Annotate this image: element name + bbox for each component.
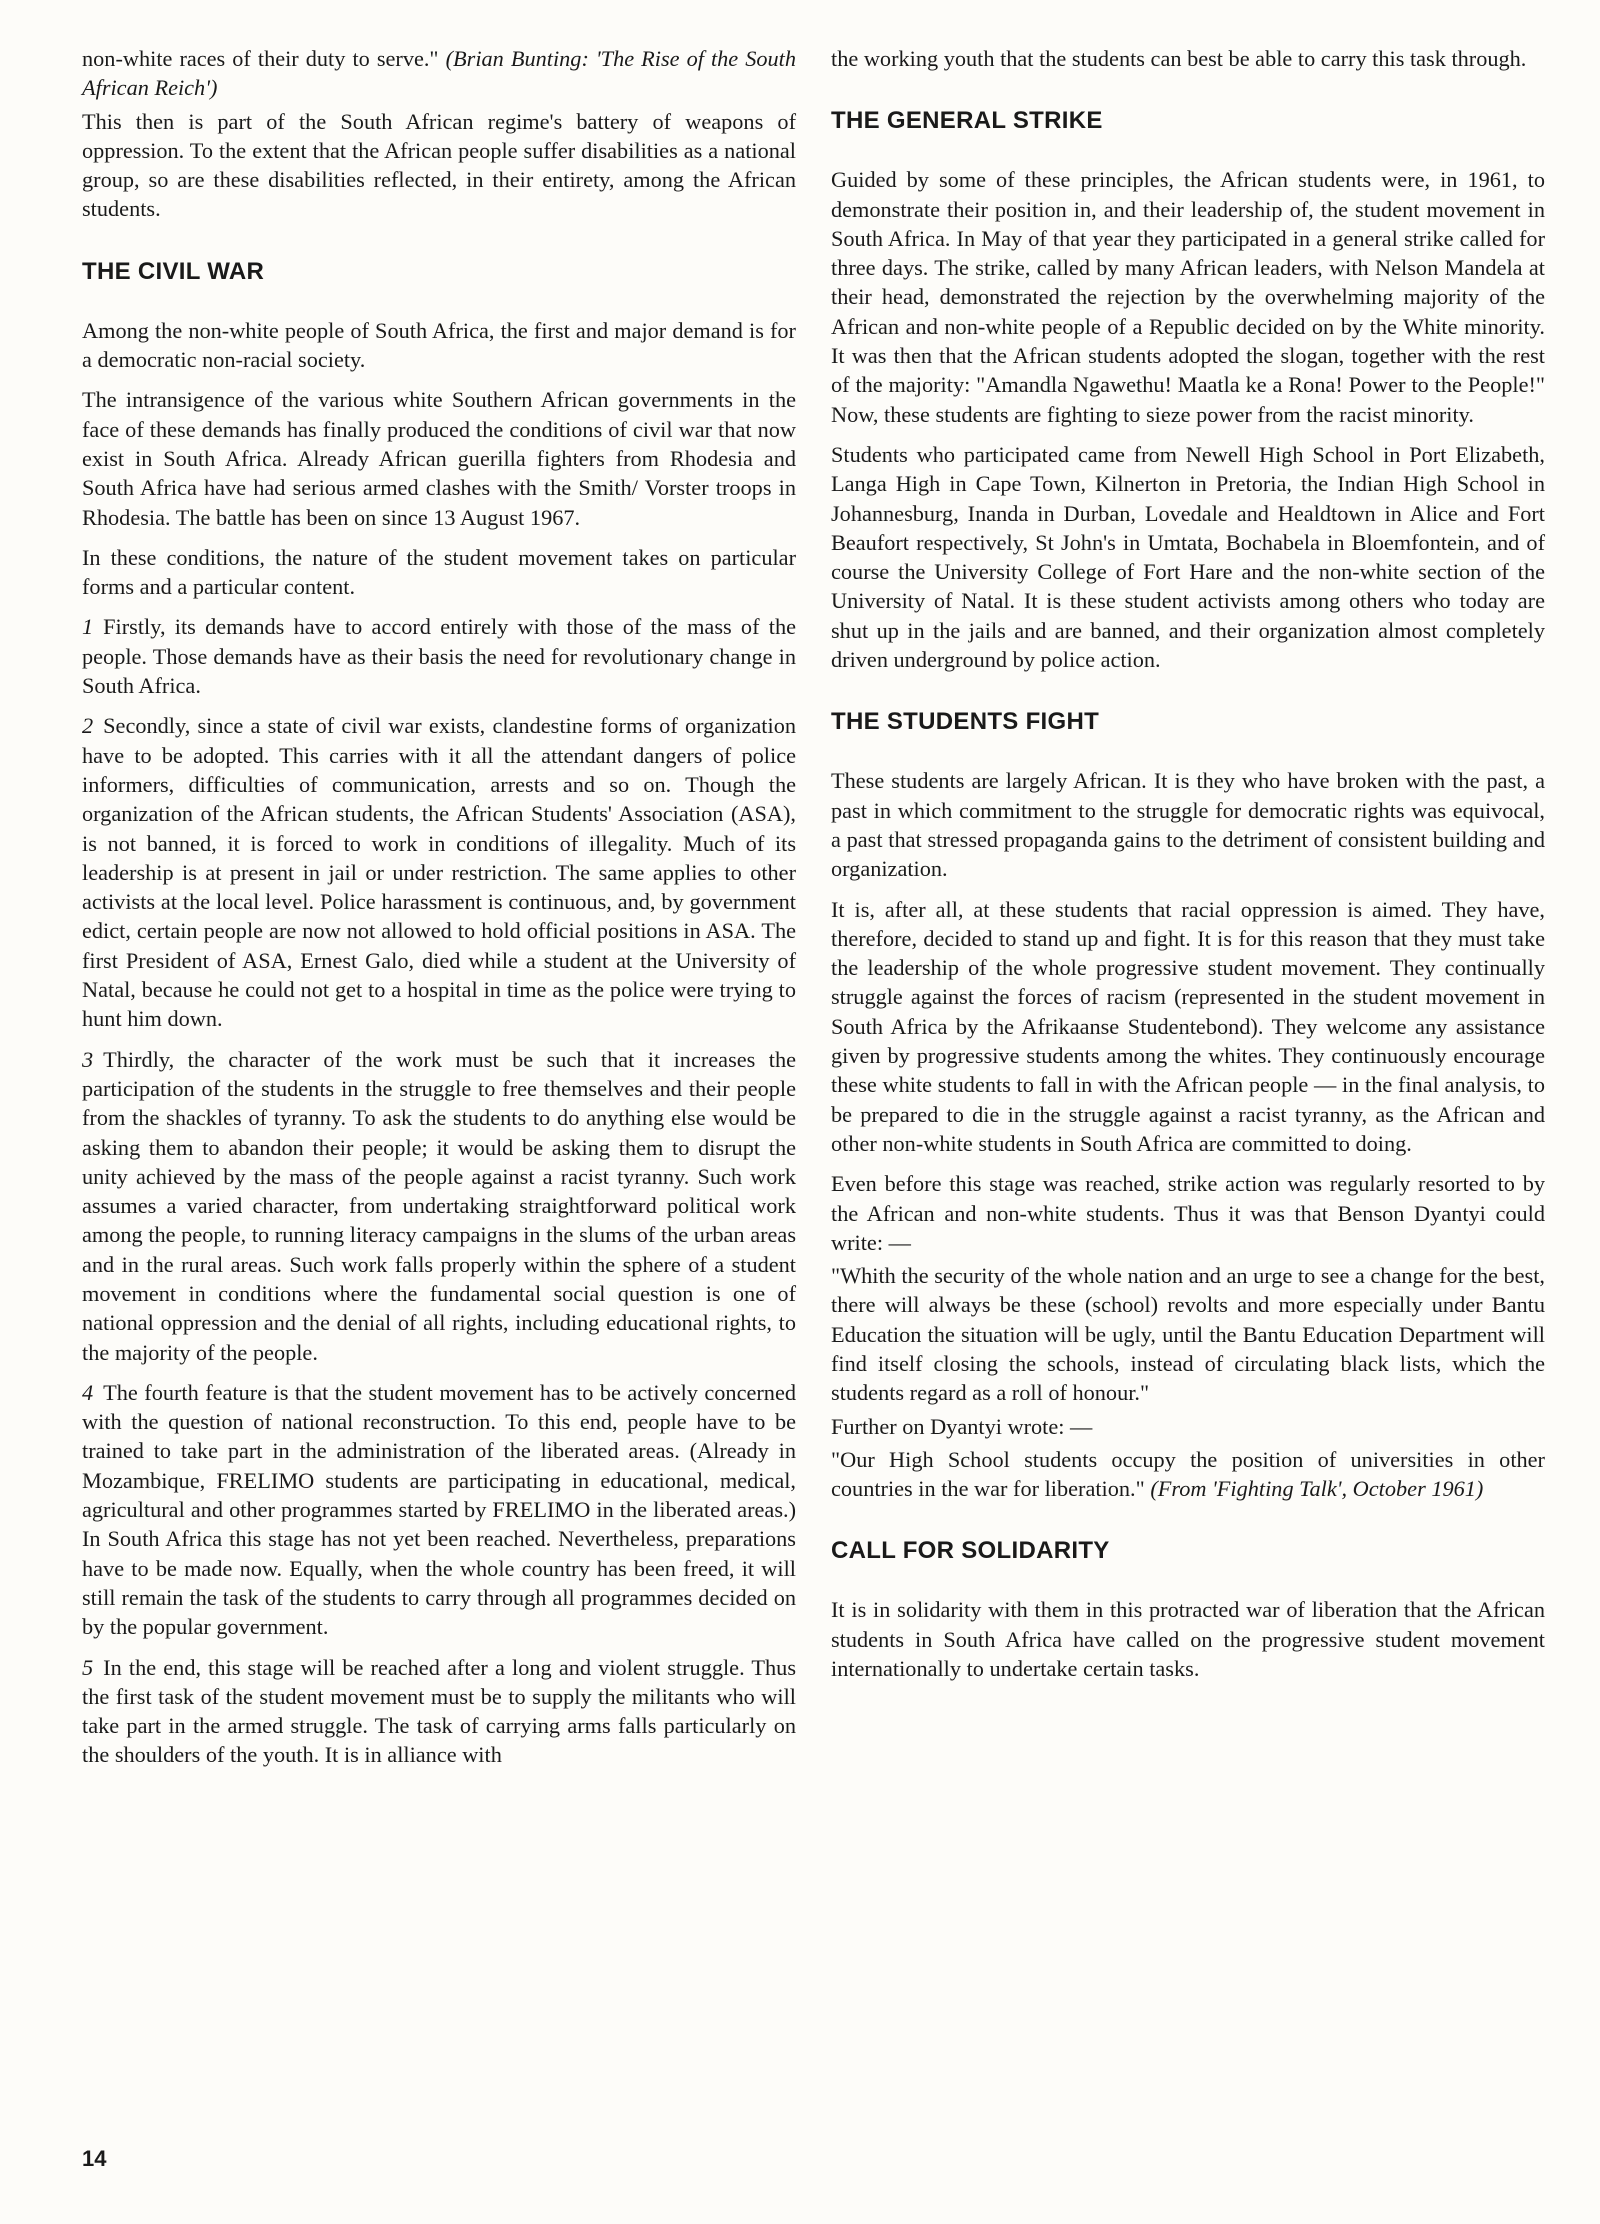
quote-ending-paragraph [82, 44, 796, 103]
working-youth-paragraph: the working youth that the students can best be able to carry this task through. [831, 46, 1527, 71]
point-number: 2 [82, 713, 94, 739]
oppression-paragraph: This then is part of the South African regime's battery of weapons of oppression. To the extent that the African people suffer disabilities as a national group, so are these disabilities reflected, in their entirety, among the African students. [82, 108, 796, 222]
heading-civil-war: THE CIVIL WAR [82, 257, 265, 285]
quote-ending-text: non-white races of their duty to serve." [82, 46, 439, 71]
point-text: The fourth feature is that the student movement has to be actively concerned with the question of national reconstruction. To this end, people have to be trained to take part in the administration of the liberated areas. (Already in Mozambique, FRELIMO students are participating in educational, medical, agricultural and other programmes started by FRELIMO in the liberated areas.) In South Africa this stage has not yet been reached. Nevertheless, preparations have to be made now. Equally, when the whole country has been freed, it will still remain the task of the students to carry through all programmes decided on by the popular government. [82, 1379, 796, 1640]
further-on-paragraph: Further on Dyantyi wrote: — [831, 1413, 1093, 1439]
heading-students-fight: THE STUDENTS FIGHT [831, 708, 1100, 736]
heading-general-strike: THE GENERAL STRIKE [831, 107, 1103, 135]
high-school-quote-text: "Our High School students occupy the position of universities in other countries in the war for liberation." [831, 1446, 1545, 1502]
point-text: Secondly, since a state of civil war exists, clandestine forms of organization have to be adopted. This carries with it all the attendant dangers of police informers, difficulties of communication, arrests and so on. Though the organization of the African students, the African Students' Association (ASA), is not banned, it is forced to work in conditions of illegality. Much of its leadership is at present in jail or under restriction. The same applies to other activists at the local level. Police harassment is continuous, and, by government edict, certain people are now not allowed to hold official positions in ASA. The first President of ASA, Ernest Galo, died while a student at the University of Natal, because he could not get to a hospital in time as the police were trying to hunt him down. [82, 713, 796, 1032]
general-strike-paragraph: Guided by some of these principles, the African students were, in 1961, to demonstrate their position in, and their leadership of, the student movement in South Africa. In May of that year they participated in a general strike called for three days. The strike, called by many African leaders, with Nelson Mandela at their head, demonstrated the rejection by the overwhelming majority of the African and non-white people of a Republic decided on by the White minority. It was then that the African students adopted the slogan, together with the rest of the majority: "Amandla Ngawethu! Maatla ke a Rona! Power to the People!" Now, these students are fighting to sieze power from the racist minority. [831, 167, 1545, 427]
point-number: 3 [82, 1046, 94, 1072]
point-2-paragraph [82, 711, 796, 1033]
point-5-paragraph [82, 1653, 796, 1770]
page-number: 14 [82, 2146, 107, 2171]
quote-citation: (Brian Bunting: 'The Rise of the South African Reich') [82, 46, 797, 101]
right-column [831, 44, 1545, 1683]
point-1-paragraph [82, 612, 796, 700]
solidarity-paragraph: It is in solidarity with them in this protracted war of liberation that the African students in South Africa have called on the progressive student movement internationally to undertake certain tasks. [831, 1597, 1545, 1682]
heading-call-for-solidarity: CALL FOR SOLIDARITY [831, 1537, 1110, 1565]
high-school-quote-paragraph [831, 1445, 1545, 1504]
dyantyi-quote-paragraph: "Whith the security of the whole nation and an urge to see a change for the best, there will always be these (school) revolts and more especially under Bantu Education the situation will be ugly, until the Bantu Education Department will find itself closing the schools, instead of circulating black lists, which the students regard as a roll of honour." [831, 1263, 1545, 1406]
racial-oppression-paragraph: It is, after all, at these students that racial oppression is aimed. They have, therefore, decided to stand up and fight. It is for this reason that they must take the leadership of the whole progressive student movement. They continually struggle against the forces of racism (represented in the student movement in South Africa by the Afrikaanse Studentebond). They welcome any assistance given by progressive students among the whites. They continuously encourage these white students to fall in with the African people — in the final analysis, to be prepared to die in the struggle against a racist tyranny, as the African and other non-white students in South Africa are committed to doing. [831, 896, 1545, 1156]
point-text: Firstly, its demands have to accord entirely with those of the mass of the people. Those demands have as their basis the need for revolutionary change in South Africa. [82, 614, 796, 699]
point-text: Thirdly, the character of the work must be such that it increases the participation of the students in the struggle to free themselves and their people from the shackles of tyranny. To ask the students to do anything else would be asking them to abandon their people; it would be asking them to disrupt the unity achieved by the mass of the people against a racist tyranny. Such work assumes a varied character, from undertaking straightforward political work among the people, to running literacy campaigns in the slums of the urban areas and in the rural areas. Such work falls properly within the sphere of a student movement in conditions where the fundamental social question is one of national oppression and the denial of all rights, including educational rights, to the majority of the people. [82, 1046, 796, 1365]
largely-african-paragraph: These students are largely African. It is they who have broken with the past, a past in which commitment to the struggle for democratic rights was equivocal, a past that stressed propaganda gains to the detriment of consistent building and organization. [831, 768, 1545, 882]
participating-schools-paragraph: Students who participated came from Newell High School in Port Elizabeth, Langa High in Cape Town, Kilnerton in Pretoria, the Indian High School in Johannesburg, Inanda in Durban, Lovedale and Healdtown in Alice and Fort Beaufort respectively, St John's in Umtata, Bochabela in Bloemfontein, and of course the University College of Fort Hare and the non-white section of the University of Natal. It is these student activists among others who today are shut up in the jails and are banned, and their organization almost completely driven underground by police action. [831, 441, 1545, 673]
point-3-paragraph [82, 1045, 796, 1367]
intransigence-paragraph: The intransigence of the various white Southern African governments in the face of these demands has finally produced the conditions of civil war that now exist in South Africa. Already African guerilla fighters from Rhodesia and South Africa have had serious armed clashes with the Smith/ Vorster troops in Rhodesia. The battle has been on since 13 August 1967. [82, 387, 796, 530]
fighting-talk-citation: (From 'Fighting Talk', October 1961) [1150, 1476, 1484, 1502]
demand-paragraph: Among the non-white people of South Africa, the first and major demand is for a democratic non-racial society. [82, 317, 796, 373]
point-text: In the end, this stage will be reached after a long and violent struggle. Thus the first task of the student movement must be to supply the militants who will take part in the armed struggle. The task of carrying arms falls particularly on the shoulders of the youth. It is in alliance with [82, 1654, 796, 1768]
point-number: 4 [82, 1379, 94, 1405]
point-number: 5 [82, 1654, 94, 1680]
point-number: 1 [82, 614, 94, 640]
left-column [82, 44, 796, 1770]
point-4-paragraph [82, 1378, 796, 1642]
strike-action-paragraph: Even before this stage was reached, strike action was regularly resorted to by the African and non-white students. Thus it was that Benson Dyantyi could write: — [831, 1171, 1545, 1255]
conditions-paragraph: In these conditions, the nature of the student movement takes on particular forms and a particular content. [82, 544, 796, 600]
